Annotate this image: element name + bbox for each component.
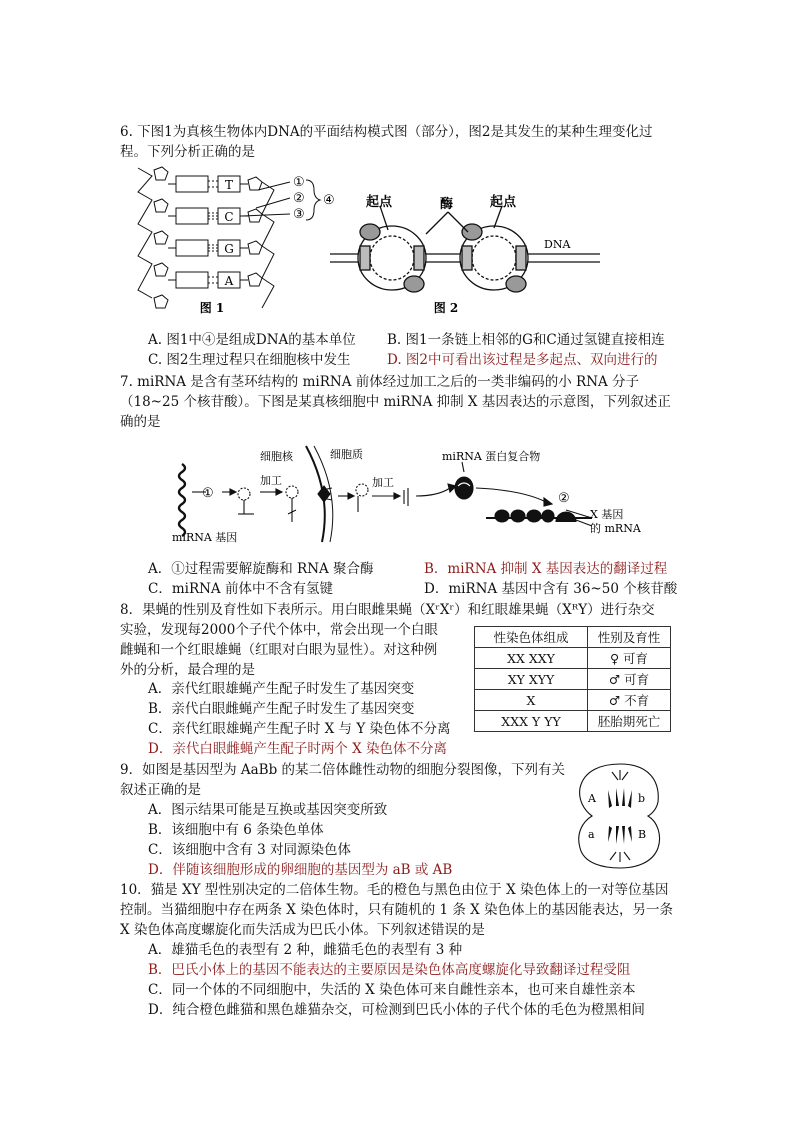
q8-option-d-answer: D．亲代白眼雌蝇产生配子时两个 X 染色体不分离 xyxy=(148,741,448,757)
fig2-enzyme: 酶 xyxy=(440,197,454,212)
q8-option-b: B．亲代白眼雌蝇产生配子时发生了基因突变 xyxy=(148,701,415,717)
fig1-pentagons xyxy=(154,167,168,308)
fig1-base-4: A xyxy=(224,274,234,288)
table-cell: XXX Y YY xyxy=(475,711,588,732)
fig1-mark-1: ① xyxy=(293,175,305,190)
q10-option-c: C．同一个体的不同细胞中，失活的 X 染色体可来自雌性亲本，也可来自雄性亲本 xyxy=(148,982,636,998)
fig2-origin-1: 起点 xyxy=(366,195,393,210)
q6-stem-line1: 6. 下图1为真核生物体内DNA的平面结构模式图（部分），图2是其发生的某种生理变化过 xyxy=(120,124,653,140)
q7-step-2: ② xyxy=(558,491,570,506)
table-cell: X xyxy=(475,690,588,711)
q7-option-b-answer: B．miRNA 抑制 X 基因表达的翻译过程 xyxy=(424,561,668,577)
table-header-cell: 性别及育性 xyxy=(588,627,671,648)
q9-option-b: B．该细胞中有 6 条染色单体 xyxy=(148,822,324,838)
q9-allele-B: B xyxy=(638,828,647,841)
sex-chromosome-table xyxy=(474,626,671,732)
fig1-mark-4: ④ xyxy=(323,193,335,208)
q10-stem-line3: X 染色体高度螺旋化而失活成为巴氏小体。下列叙述错误的是 xyxy=(120,922,485,938)
q9-stem-line1: 9．如图是基因型为 AaBb 的某二倍体雌性动物的细胞分裂图像，下列有关 xyxy=(120,762,566,778)
fig2-origin-2: 起点 xyxy=(490,195,517,210)
q8-stem-line4: 外的分析，最合理的是 xyxy=(120,662,255,678)
table-row xyxy=(475,648,671,669)
fig1-base-2: C xyxy=(224,210,234,224)
q7-cytoplasm-label: 细胞质 xyxy=(330,448,363,461)
q6-option-b: B. 图1一条链上相邻的G和C通过氢键直接相连 xyxy=(387,332,665,348)
fig1-base-1: T xyxy=(224,178,234,192)
fig1-mark-3: ③ xyxy=(293,207,305,222)
table-row xyxy=(475,690,671,711)
fig1-caption: 图 1 xyxy=(199,301,225,315)
fig2-caption: 图 2 xyxy=(433,301,459,315)
q7-gene-label: miRNA 基因 xyxy=(172,531,238,544)
q9-option-a: A．图示结果可能是互换或基因突变所致 xyxy=(148,802,388,818)
q9-cell-division-figure xyxy=(574,760,666,870)
cell-outline xyxy=(579,764,660,868)
q7-xgene-label-1: X 基因 xyxy=(590,508,624,521)
q10-stem-line1: 10．猫是 XY 型性别决定的二倍体生物。毛的橙色与黑色由位于 X 染色体上的一对等位基因 xyxy=(120,882,669,898)
q7-option-d: D．miRNA 基因中含有 36~50 个核苷酸 xyxy=(424,581,678,597)
q9-stem-line2: 叙述正确的是 xyxy=(120,782,201,798)
table-header-row xyxy=(475,627,671,648)
table-cell: XX XXY xyxy=(475,648,588,669)
q10-option-b-answer: B．巴氏小体上的基因不能表达的主要原因是染色体高度螺旋化导致翻译过程受阻 xyxy=(148,962,631,978)
q7-stem-line2: （18~25 个核苷酸）。下图是某真核细胞中 miRNA 抑制 X 基因表达的示意图，下列叙述正 xyxy=(120,394,671,410)
q9-option-d-answer: D．伴随该细胞形成的卵细胞的基因型为 aB 或 AB xyxy=(148,862,453,878)
q8-option-c: C．亲代红眼雄蝇产生配子时 X 与 Y 染色体不分离 xyxy=(148,721,451,737)
q8-option-a: A．亲代红眼雄蝇产生配子时发生了基因突变 xyxy=(148,681,415,697)
q9-option-c: C．该细胞中含有 3 对同源染色体 xyxy=(148,842,352,858)
q10-option-d: D．纯合橙色雌猫和黑色雄猫杂交，可检测到巴氏小体的子代个体的毛色为橙黑相间 xyxy=(148,1002,645,1018)
q6-option-c: C. 图2生理过程只在细胞核中发生 xyxy=(148,352,351,368)
q10-stem-line2: 控制。当猫细胞中存在两条 X 染色体时，只有随机的 1 条 X 染色体上的基因能表达，另一条 xyxy=(120,902,674,918)
q9-allele-a: a xyxy=(588,828,595,841)
q7-stem-line3: 确的是 xyxy=(120,414,161,430)
table-row xyxy=(475,711,671,732)
fig2-dna-label: DNA xyxy=(544,238,571,251)
q7-stem-line1: 7. miRNA 是含有茎环结构的 miRNA 前体经过加工之后的一类非编码的小 RNA 分子 xyxy=(120,374,640,390)
q8-stem-line1: 8．果蝇的性别及育性如下表所示。用白眼雌果蝇（XʳXʳ）和红眼雄果蝇（XᴿY）进行杂交 xyxy=(120,602,655,618)
table-cell: XY XYY xyxy=(475,669,588,690)
q6-figures xyxy=(130,162,690,322)
q7-complex-label: miRNA 蛋白复合物 xyxy=(442,450,541,463)
table-cell: ♂ 不育 xyxy=(588,690,671,711)
q7-xgene-label-2: 的 mRNA xyxy=(590,522,641,535)
q7-option-a: A．①过程需要解旋酶和 RNA 聚合酶 xyxy=(148,561,374,577)
q9-allele-A: A xyxy=(588,792,596,805)
table-cell: ♂ 可育 xyxy=(588,669,671,690)
table-header-cell: 性染色体组成 xyxy=(475,627,588,648)
mirna-gene-helix xyxy=(179,464,185,536)
q8-stem-line2: 实验，发现每2000个子代个体中，常会出现一个白眼 xyxy=(120,622,438,638)
q6-stem-line2: 程。下列分析正确的是 xyxy=(120,144,255,160)
q7-process-1: 加工 xyxy=(260,474,282,487)
q9-allele-b: b xyxy=(638,792,646,805)
q7-nucleus-label: 细胞核 xyxy=(260,450,293,463)
fig1-base-3: G xyxy=(224,242,234,256)
q10-option-a: A．雄猫毛色的表型有 2 种，雌猫毛色的表型有 3 种 xyxy=(148,942,463,958)
table-cell: 胚胎期死亡 xyxy=(588,711,671,732)
table-cell: ♀ 可育 xyxy=(588,648,671,669)
q7-option-c: C．miRNA 前体中不含有氢键 xyxy=(148,581,333,597)
fig1-mark-2: ② xyxy=(293,191,305,206)
q6-option-d-answer: D. 图2中可看出该过程是多起点、双向进行的 xyxy=(387,352,658,368)
q7-mirna-figure xyxy=(172,444,652,544)
table-row xyxy=(475,669,671,690)
q8-stem-line3: 雌蝇和一个红眼雄蝇（红眼对白眼为显性）。对这种例 xyxy=(120,642,438,658)
q7-process-2: 加工 xyxy=(372,476,394,489)
q7-step-1: ① xyxy=(202,486,214,501)
q6-option-a: A. 图1中④是组成DNA的基本单位 xyxy=(148,332,356,348)
